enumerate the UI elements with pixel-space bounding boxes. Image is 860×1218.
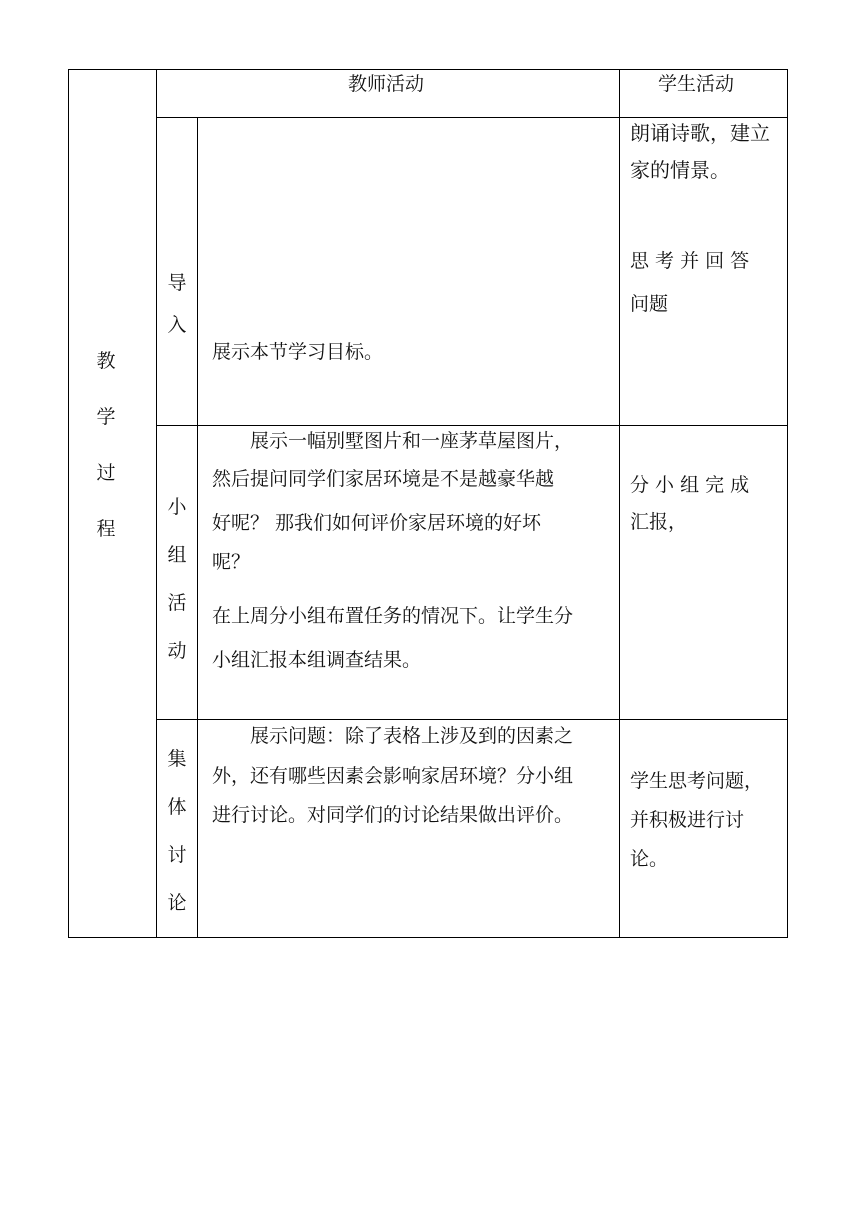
stage-char: 动 [167,640,187,662]
row-discussion-student-line: 论。 [630,848,669,870]
row-group-teacher-line: 然后提问同学们家居环境是不是越豪华越 [212,468,555,490]
row-intro-student-line: 家的情景。 [630,158,730,182]
row-group-student-line: 汇报， [630,511,688,533]
stage-label-group-activity [165,483,189,675]
grid-line [156,117,788,118]
section-label [94,333,118,557]
row-discussion-teacher-line: 外，还有哪些因素会影响家居环境？分小组 [212,765,574,787]
stage-char: 论 [167,892,187,914]
grid-line [787,69,788,938]
grid-line [156,719,788,720]
grid-line [197,117,198,938]
row-intro-teacher: 展示本节学习目标。 [212,341,384,363]
row-discussion-teacher-line: 进行讨论。对同学们的讨论结果做出评价。 [212,804,574,826]
row-group-student-line: 分 小 组 完 成 [630,474,750,496]
row-intro-student-line: 问题 [630,293,669,315]
stage-char: 讨 [167,844,187,866]
row-group-teacher-line: 在上周分小组布置任务的情况下。让学生分 [212,605,574,627]
row-discussion-student-line: 学生思考问题， [630,770,764,792]
grid-line [619,69,620,938]
section-label-char: 学 [96,406,116,428]
row-intro-student-line: 朗诵诗歌，建立 [630,121,770,145]
row-discussion-teacher-line: 展示问题：除了表格上涉及到的因素之 [212,725,574,747]
stage-label-class-discussion [165,735,189,927]
row-group-teacher-line: 展示一幅别墅图片和一座茅草屋图片， [212,430,574,452]
stage-char: 小 [167,496,187,518]
section-label-char: 教 [96,350,116,372]
row-group-teacher-line: 呢？ [212,551,251,573]
grid-line [156,425,788,426]
header-teacher-activity: 教师活动 [348,73,425,95]
section-label-char: 程 [96,518,116,540]
header-student-activity: 学生活动 [658,73,735,95]
stage-char: 导 [167,272,187,294]
section-label-char: 过 [96,462,116,484]
grid-line [68,69,69,938]
stage-char: 入 [167,314,187,336]
stage-char: 活 [167,592,187,614]
stage-char: 组 [167,544,187,566]
row-discussion-student-line: 并积极进行讨 [630,809,745,831]
grid-line [68,937,788,938]
row-group-teacher-line: 好呢？ 那我们如何评价家居环境的好坏 [212,512,542,534]
grid-line [156,69,157,938]
row-group-teacher-line: 小组汇报本组调查结果。 [212,649,422,671]
row-intro-student-line: 思 考 并 回 答 [630,250,750,272]
stage-char: 体 [167,796,187,818]
stage-char: 集 [167,748,187,770]
stage-label-intro [165,262,189,346]
